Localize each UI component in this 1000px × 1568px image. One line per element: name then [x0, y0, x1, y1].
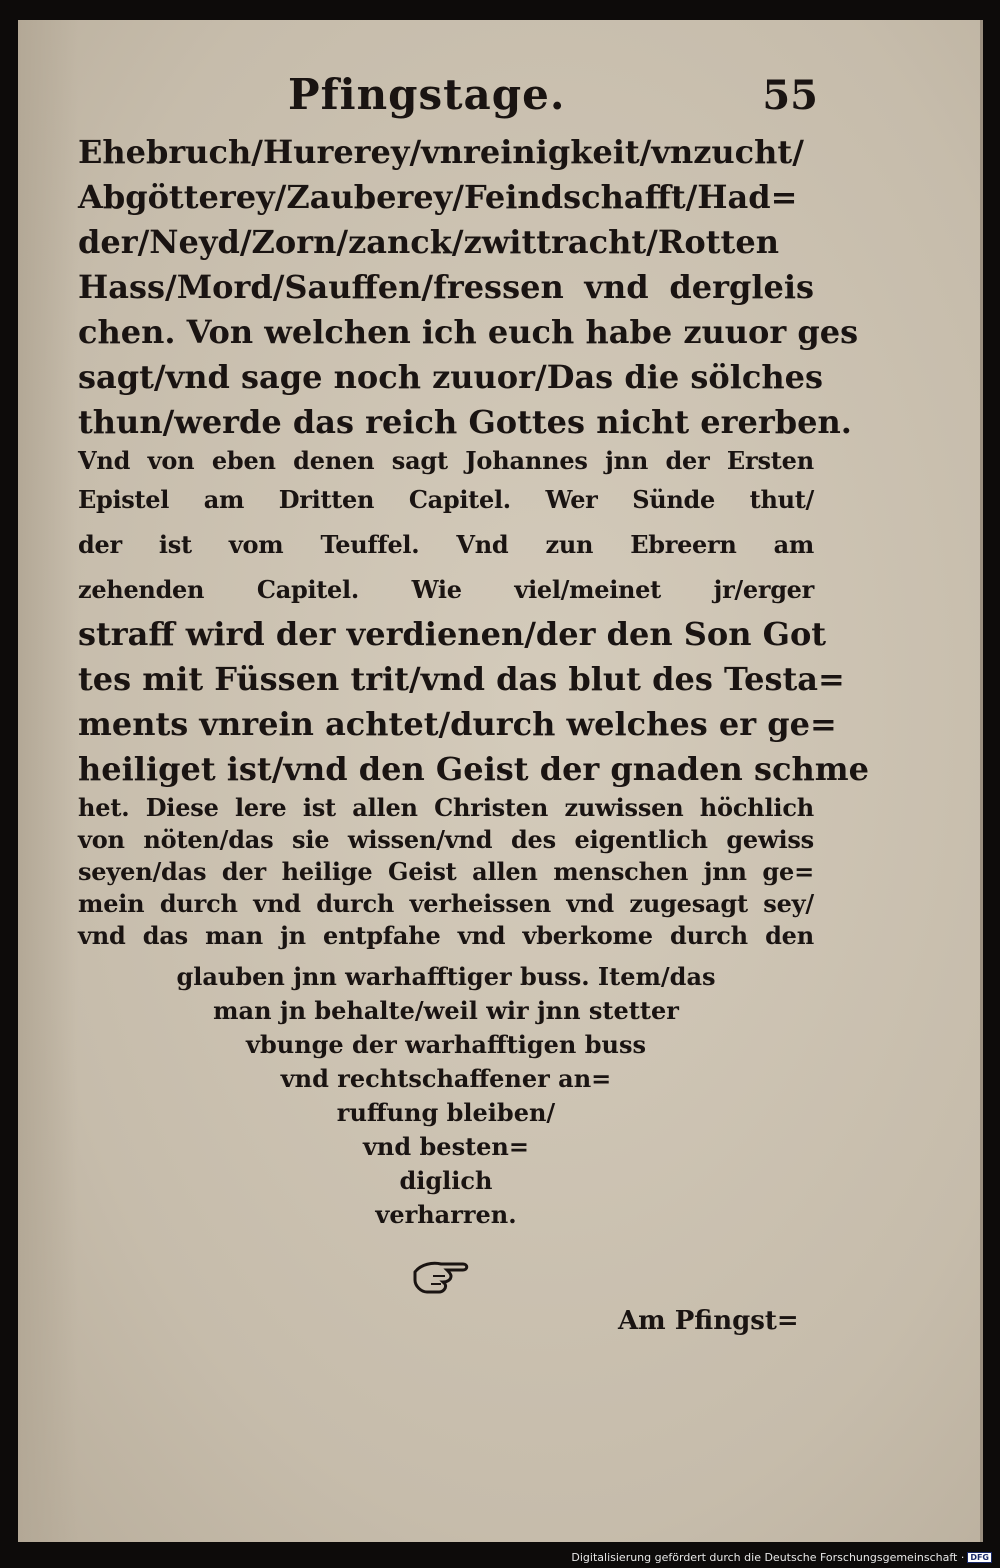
pointing-hand-icon — [411, 1252, 471, 1298]
text-line: straff wird der verdienen/der den Son Got — [78, 615, 827, 653]
text-line: seyen/das der heilige Geist allen menschen jnn ge= — [78, 857, 814, 886]
text-line: vbunge der warhafftigen buss — [246, 1030, 646, 1059]
book-page — [18, 20, 983, 1542]
text-line: diglich — [399, 1166, 493, 1195]
tapered-text — [78, 960, 814, 1232]
text-line: vnd rechtschaffener an= — [280, 1064, 612, 1093]
body-text — [78, 130, 869, 952]
credit-text: Digitalisierung gefördert durch die Deutsche Forschungsgemeinschaft · — [571, 1551, 965, 1564]
digitization-credit — [571, 1551, 992, 1564]
text-line: heiliget ist/vnd den Geist der gnaden schme — [78, 750, 869, 788]
text-line: thun/werde das reich Gottes nicht ererben. — [78, 403, 852, 441]
text-line: tes mit Füssen trit/vnd das blut des Testa= — [78, 660, 845, 698]
text-line: man jn behalte/weil wir jnn stetter — [213, 996, 679, 1025]
page-number: 55 — [762, 72, 818, 119]
running-head: Pfingstage. — [288, 70, 566, 119]
dfg-logo: DFG — [967, 1552, 992, 1563]
text-line: vnd besten= — [362, 1132, 529, 1161]
text-line: het. Diese lere ist allen Christen zuwissen höchlich — [78, 793, 814, 822]
text-line: vnd das man jn entpfahe vnd vberkome durch den — [78, 921, 814, 950]
page-header — [288, 70, 818, 130]
text-line: verharren. — [375, 1200, 517, 1229]
text-line: Vnd von eben denen sagt Johannes jnn der Ersten — [78, 446, 814, 475]
text-line: ruffung bleiben/ — [336, 1098, 556, 1127]
text-line: der/Neyd/Zorn/zanck/zwittracht/Rotten — [78, 223, 779, 261]
text-line: glauben jnn warhafftiger buss. Item/das — [176, 962, 716, 991]
text-line: Hass/Mord/Sauffen/fressen vnd dergleis — [78, 268, 814, 306]
text-line: mein durch vnd durch verheissen vnd zugesagt sey/ — [78, 889, 814, 918]
text-line: chen. Von welchen ich euch habe zuuor ges — [78, 313, 859, 351]
text-line: ments vnrein achtet/durch welches er ge= — [78, 705, 837, 743]
catchword: Am Pfingst= — [618, 1306, 799, 1336]
text-line: der ist vom Teuffel. Vnd zun Ebreern am — [78, 530, 814, 559]
text-line: zehenden Capitel. Wie viel/meinet jr/erger — [78, 575, 814, 604]
text-line: sagt/vnd sage noch zuuor/Das die sölches — [78, 358, 823, 396]
text-line: von nöten/das sie wissen/vnd des eigentlich gewiss — [78, 825, 814, 854]
text-line: Epistel am Dritten Capitel. Wer Sünde thut/ — [78, 485, 814, 514]
text-line: Abgötterey/Zauberey/Feindschafft/Had= — [78, 178, 798, 216]
page-gutter-shadow — [18, 20, 78, 1542]
text-line: Ehebruch/Hurerey/vnreinigkeit/vnzucht/ — [78, 133, 804, 171]
